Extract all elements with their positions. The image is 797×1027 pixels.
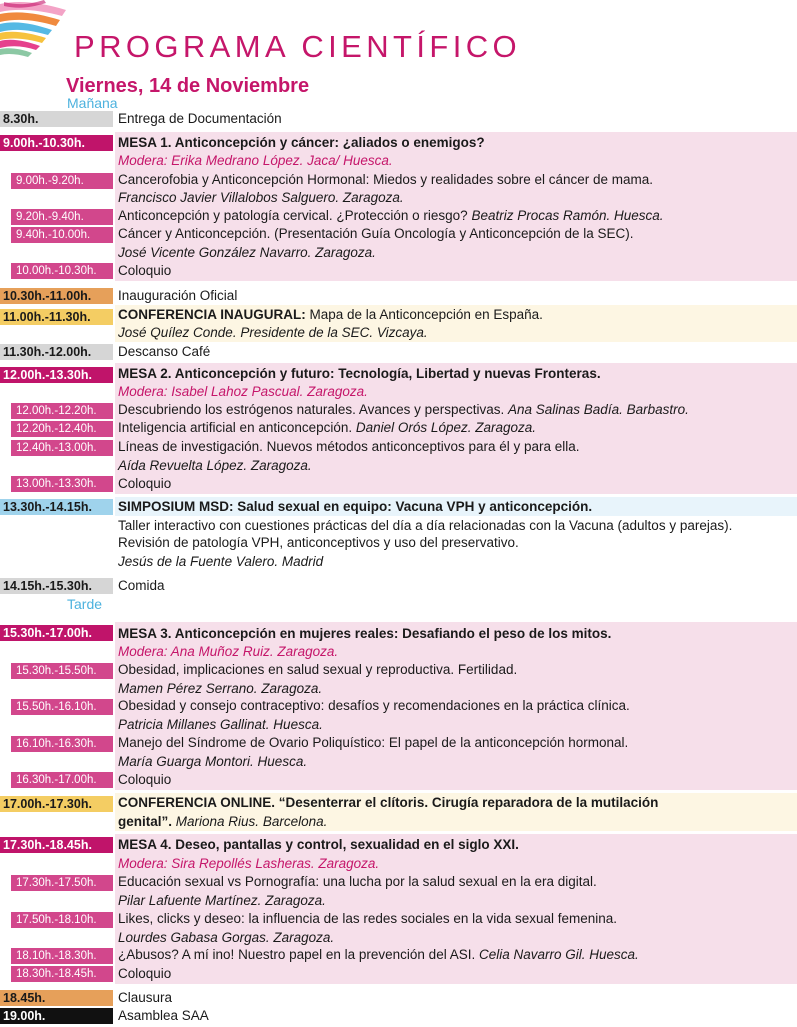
talk-line: [118, 419, 793, 436]
talk-title: Mapa de la Anticoncepción en España.: [309, 307, 543, 322]
talk-title: Cáncer y Anticoncepción. (Presentación Guía Oncología y Anticoncepción de la SEC).: [118, 226, 634, 241]
talk-title: Coloquio: [118, 263, 172, 278]
time-label: 16.30h.-17.00h.: [11, 772, 113, 788]
time-label: 11.30h.-12.00h.: [0, 344, 113, 360]
speaker: Beatriz Procas Ramón. Huesca.: [471, 208, 664, 223]
speaker: Ana Salinas Badía. Barbastro.: [508, 402, 689, 417]
time-label: 15.30h.-17.00h.: [0, 625, 113, 641]
talk-title: Educación sexual vs Pornografía: una lucha por la salud sexual en la era digital.: [118, 874, 597, 889]
session-title: Descanso Café: [118, 344, 211, 359]
time-label: 14.15h.-15.30h.: [0, 578, 113, 594]
talk-title: Likes, clicks y deseo: la influencia de las redes sociales en la vida sexual femenina.: [118, 911, 618, 926]
time-label: 9.00h.-10.30h.: [0, 135, 113, 151]
speaker: José Quílez Conde. Presidente de la SEC. Vizcaya.: [118, 325, 428, 340]
talk-title: Obesidad, implicaciones en salud sexual y reproductiva. Fertilidad.: [118, 662, 518, 677]
speaker: Pilar Lafuente Martínez. Zaragoza.: [118, 893, 326, 908]
moderator: Modera: Sira Repollés Lasheras. Zaragoza.: [118, 856, 380, 871]
talk-title: Anticoncepción y patología cervical. ¿Protección o riesgo?: [118, 208, 468, 223]
speaker: Lourdes Gabasa Gorgas. Zaragoza.: [118, 930, 335, 945]
time-label: 9.40h.-10.00h.: [11, 227, 113, 243]
time-label: 17.30h.-18.45h.: [0, 837, 113, 853]
speaker: Aída Revuelta López. Zaragoza.: [118, 458, 312, 473]
time-label: 18.10h.-18.30h.: [11, 948, 113, 964]
time-label: 18.45h.: [0, 990, 113, 1006]
time-label: 12.20h.-12.40h.: [11, 421, 113, 437]
time-label: 8.30h.: [0, 111, 113, 127]
session-title: MESA 3. Anticoncepción en mujeres reales: Desafiando el peso de los mitos.: [118, 626, 612, 641]
speaker: Daniel Orós López. Zaragoza.: [355, 420, 537, 435]
session-title: Clausura: [118, 990, 173, 1005]
talk-title: Obesidad y consejo contraceptivo: desafíos y recomendaciones en la práctica clínica.: [118, 698, 630, 713]
time-label: 9.20h.-9.40h.: [11, 209, 113, 225]
session-title: Asamblea SAA: [118, 1008, 209, 1023]
speaker: Mamen Pérez Serrano. Zaragoza.: [118, 681, 323, 696]
time-label: 13.30h.-14.15h.: [0, 499, 113, 515]
session-line: [118, 813, 793, 830]
speaker: Mariona Rius. Barcelona.: [175, 814, 328, 829]
time-label: 15.30h.-15.50h.: [11, 663, 113, 679]
session-description: Taller interactivo con cuestiones prácticas del día a día relacionadas con la Vacuna (adultos y parejas). Revisión de patología VPH, anticonceptivos y uso del preservativo.: [118, 518, 733, 550]
time-label: 12.00h.-13.30h.: [0, 367, 113, 383]
day-heading: Viernes, 14 de Noviembre: [66, 75, 310, 97]
session-title: Inauguración Oficial: [118, 288, 238, 303]
talk-title: ¿Abusos? A mí ino! Nuestro papel en la prevención del ASI.: [118, 947, 476, 962]
talk-line: [118, 946, 793, 963]
time-label: 17.50h.-18.10h.: [11, 912, 113, 928]
time-label: 18.30h.-18.45h.: [11, 966, 113, 982]
talk-title: Coloquio: [118, 476, 172, 491]
moderator: Modera: Erika Medrano López. Jaca/ Huesca.: [118, 153, 393, 168]
time-label: 11.00h.-11.30h.: [0, 309, 113, 325]
talk-line: [118, 207, 793, 224]
speaker: Jesús de la Fuente Valero. Madrid: [118, 554, 324, 569]
time-label: 19.00h.: [0, 1008, 113, 1024]
talk-title: Descubriendo los estrógenos naturales. Avances y perspectivas.: [118, 402, 505, 417]
section-morning: Mañana: [67, 95, 118, 111]
talk-title: Cancerofobia y Anticoncepción Hormonal: Miedos y realidades sobre el cáncer de mama.: [118, 172, 654, 187]
session-title: Entrega de Documentación: [118, 111, 282, 126]
moderator: Modera: Isabel Lahoz Pascual. Zaragoza.: [118, 384, 368, 399]
time-label: 10.00h.-10.30h.: [11, 263, 113, 279]
session-title: CONFERENCIA ONLINE. “Desenterrar el clítoris. Cirugía reparadora de la mutilación: [118, 795, 659, 810]
time-label: 17.00h.-17.30h.: [0, 796, 113, 812]
time-label: 9.00h.-9.20h.: [11, 173, 113, 189]
time-label: 12.00h.-12.20h.: [11, 403, 113, 419]
speaker: Celia Navarro Gil. Huesca.: [478, 947, 639, 962]
talk-title: Coloquio: [118, 772, 172, 787]
session-title-cont: genital”.: [118, 814, 173, 829]
session-title: SIMPOSIUM MSD: Salud sexual en equipo: Vacuna VPH y anticoncepción.: [118, 499, 593, 514]
session-title: CONFERENCIA INAUGURAL:: [118, 307, 306, 322]
talk-title: Coloquio: [118, 966, 172, 981]
time-label: 16.10h.-16.30h.: [11, 736, 113, 752]
time-label: 17.30h.-17.50h.: [11, 875, 113, 891]
time-label: 15.50h.-16.10h.: [11, 699, 113, 715]
time-label: 10.30h.-11.00h.: [0, 288, 113, 304]
speaker: María Guarga Montori. Huesca.: [118, 754, 308, 769]
speaker: Patricia Millanes Gallinat. Huesca.: [118, 717, 323, 732]
time-label: 13.00h.-13.30h.: [11, 476, 113, 492]
time-label: 12.40h.-13.00h.: [11, 440, 113, 456]
talk-title: Manejo del Síndrome de Ovario Poliquístico: El papel de la anticoncepción hormonal.: [118, 735, 629, 750]
moderator: Modera: Ana Muñoz Ruiz. Zaragoza.: [118, 644, 339, 659]
session-title: MESA 1. Anticoncepción y cáncer: ¿aliados o enemigos?: [118, 135, 485, 150]
speaker: José Vicente González Navarro. Zaragoza.: [118, 245, 376, 260]
talk-title: Líneas de investigación. Nuevos métodos anticonceptivos para él y para ella.: [118, 439, 580, 454]
session-title: MESA 2. Anticoncepción y futuro: Tecnología, Libertad y nuevas Fronteras.: [118, 366, 601, 381]
session-title: MESA 4. Deseo, pantallas y control, sexualidad en el siglo XXI.: [118, 837, 519, 852]
page-title: PROGRAMA CIENTÍFICO: [74, 29, 522, 64]
session-title: Comida: [118, 578, 165, 593]
talk-title: Inteligencia artificial en anticoncepción.: [118, 420, 353, 435]
talk-line: [118, 401, 793, 418]
section-afternoon: Tarde: [67, 596, 103, 612]
session-line: [118, 306, 793, 323]
speaker: Francisco Javier Villalobos Salguero. Zaragoza.: [118, 190, 404, 205]
